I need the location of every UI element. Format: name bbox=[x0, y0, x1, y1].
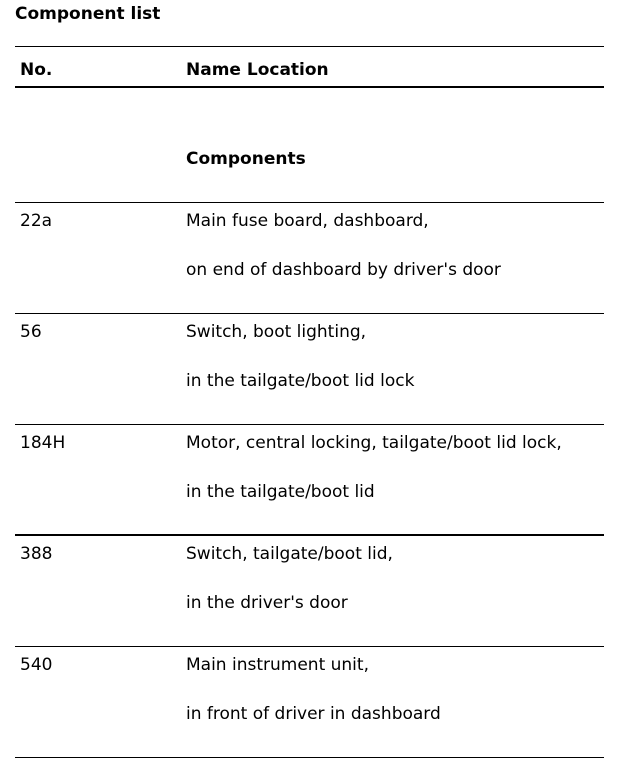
row-divider bbox=[15, 646, 604, 647]
row-number: 388 bbox=[20, 544, 53, 564]
row-location: in the tailgate/boot lid bbox=[186, 482, 375, 502]
page-title: Component list bbox=[15, 4, 161, 24]
row-name: Motor, central locking, tailgate/boot lid lock, bbox=[186, 433, 562, 453]
row-number: 22a bbox=[20, 211, 53, 231]
row-divider bbox=[15, 313, 604, 314]
row-name: Switch, boot lighting, bbox=[186, 322, 367, 342]
row-divider bbox=[15, 424, 604, 425]
row-location: in the tailgate/boot lid lock bbox=[186, 371, 415, 391]
row-location: in the driver's door bbox=[186, 593, 348, 613]
row-number: 540 bbox=[20, 655, 53, 675]
row-divider bbox=[15, 202, 604, 203]
header-name-location: Name Location bbox=[186, 60, 329, 80]
row-number: 184H bbox=[20, 433, 66, 453]
row-number: 56 bbox=[20, 322, 42, 342]
table-bottom-rule bbox=[15, 757, 604, 758]
row-divider bbox=[15, 534, 604, 536]
row-name: Main fuse board, dashboard, bbox=[186, 211, 429, 231]
header-no: No. bbox=[20, 60, 53, 80]
row-location: in front of driver in dashboard bbox=[186, 704, 441, 724]
row-name: Main instrument unit, bbox=[186, 655, 369, 675]
header-bottom-rule bbox=[15, 86, 604, 88]
table-top-rule bbox=[15, 46, 604, 47]
row-name: Switch, tailgate/boot lid, bbox=[186, 544, 393, 564]
section-label: Components bbox=[186, 149, 306, 169]
row-location: on end of dashboard by driver's door bbox=[186, 260, 501, 280]
